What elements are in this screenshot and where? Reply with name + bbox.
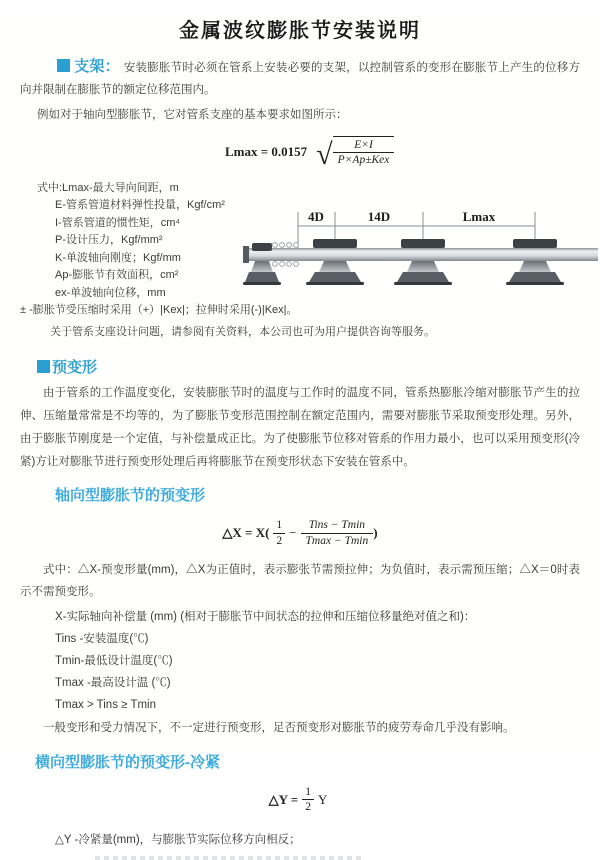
minus-operator: − (289, 525, 297, 541)
support-example-line: 例如对于轴向型膨胀节，它对管系支座的基本要求如图所示： (37, 109, 348, 121)
predeform-body-paragraph: 由于管系的工作温度变化，安装膨胀节时的温度与工作时的温度不同，管系热膨胀冷缩对膨胀节产生的拉伸、压缩量常常是不均等的，为了膨胀节变形范围控制在额定范围内，需要对膨胀节采取预变形处理。另外，由于膨胀节刚度是一个定值，与补偿量成正比。为了使膨胀节位移对管系的作用力最小，也可以采用预变形(冷紧)方让对膨胀节进行预变形处理后再将膨胀节在预变形状态下安装在管系中。 (20, 387, 580, 469)
axial-formula-lhs: △X = X( (222, 525, 270, 541)
lateral-subsection-heading: 横向型膨胀节的预变形-冷紧 (35, 754, 220, 771)
lateral-formula-lhs: △Y = (268, 791, 299, 807)
support-intro-text: 安装膨胀节时必须在管系上安装必要的支架，以控制管系的变形在膨胀节上产生的位移方向并限制在膨胀节的额定位移范围内。 (20, 62, 580, 96)
definition-line: ± -膨胀节受压缩时采用（+）|Kex|；拉伸时采用(-)|Kex|。 (20, 304, 298, 317)
lmax-formula-numerator: E×I (354, 139, 373, 151)
pipe-guide-support (306, 239, 364, 285)
note-line: Tmin-最低设计温度(℃) (55, 655, 173, 667)
page-title: 金属波纹膨胀节安装说明 (179, 20, 421, 42)
lmax-formula (225, 136, 600, 172)
note-line: Tins -安装温度(℃) (55, 633, 149, 645)
axial-subsection-heading: 轴向型膨胀节的预变形 (55, 487, 206, 505)
section-marker-square (37, 360, 50, 373)
note-line: Tmax -最高设计温 (℃) (55, 677, 171, 689)
lateral-half-numerator: 1 (305, 786, 311, 798)
support-intro-paragraph (20, 56, 580, 101)
definition-line: 式中:Lmax-最大导向间距，m (37, 181, 179, 194)
predeform-section-heading (37, 356, 600, 377)
section-heading-support: 支架： (74, 58, 120, 75)
lateral-note-line: △Y -冷紧量(mm)，与膨胀节实际位移方向相反； (55, 833, 301, 846)
pipe (243, 248, 598, 261)
lmax-formula-lhs: Lmax = 0.0157 (225, 143, 308, 159)
definition-line: ex-单波轴向位移，mm (55, 286, 166, 299)
axial-formula-rhs: ) (373, 525, 378, 541)
diagram-label-4d: 4D (308, 209, 324, 224)
lmax-formula-denominator: P×Ap±Kex (333, 152, 395, 167)
lateral-formula (0, 785, 600, 815)
cutoff-text-remnant (95, 856, 365, 860)
axial-closing-line: 一般变形和受力情况下，不一定进行预变形，足否预变形对膨胀节的疲劳寿命几乎没有影响。 (43, 722, 515, 734)
consulting-note-line: 关于管系支座设计问题，请参阅有关资料，本公司也可为用户提供咨询等服务。 (50, 325, 435, 338)
note-line: X-实际轴向补偿量 (mm) (相对于膨胀节中间状态的拉伸和压缩位移量绝对值之和)： (55, 611, 476, 623)
radical-sign: √ (316, 138, 333, 172)
radical-body (333, 136, 395, 168)
definition-line: K-单波轴向刚度；Kgf/mm (55, 251, 181, 264)
axial-formula-numerator: Tins − Tmin (308, 519, 366, 532)
diagram-label-14d: 14D (367, 209, 391, 224)
pipe-end-flange (243, 246, 249, 263)
document-page (0, 14, 600, 846)
axial-notes-list (0, 606, 600, 716)
predeform-heading-text: 预变形 (52, 359, 98, 377)
diagram-label-lmax: Lmax (462, 209, 496, 224)
pipe-guide-support (394, 239, 452, 285)
section-marker-square (57, 59, 70, 72)
half-numerator: 1 (276, 519, 283, 532)
definition-line: Ap-膨胀节有效面积，cm² (55, 269, 179, 282)
note-line: Tmax > Tins ≥ Tmin (55, 699, 156, 711)
axial-formula-denominator: Tmax − Tmin (301, 533, 374, 548)
axial-explain-paragraph: 式中：△X-预变形量(mm)，△X为正值时，表示膨张节需预拉伸；为负值时，表示需预压缩；△X＝0时表示不需预变形。 (20, 564, 580, 598)
definition-line: E-管系管道材料弹性投量，Kgf/cm² (55, 199, 225, 212)
pipe-support-diagram (243, 206, 598, 301)
pipe-guide-support (506, 239, 564, 285)
axial-formula (0, 518, 600, 548)
half-denominator: 2 (273, 533, 285, 548)
lateral-formula-rhs: Y (317, 791, 328, 807)
lateral-half-denominator: 2 (302, 799, 314, 814)
definition-line: I-管系管道的惯性矩，cm⁴ (55, 216, 181, 229)
definition-line: P-设计压力，Kgf/mm² (55, 234, 163, 247)
